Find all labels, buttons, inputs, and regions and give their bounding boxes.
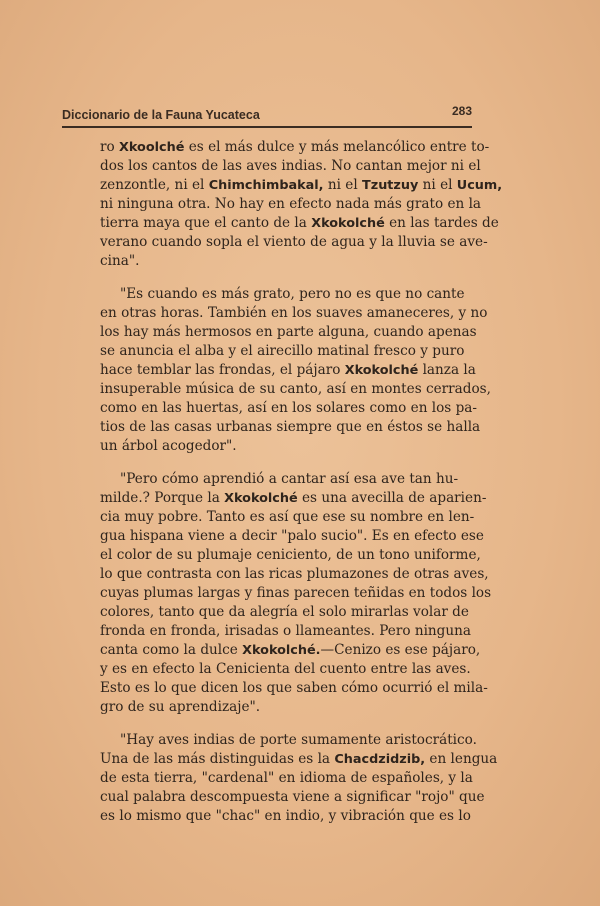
text-line: [100, 622, 472, 641]
text-run: y es en efecto la Cenicienta del cuento entre las aves.: [100, 661, 471, 677]
text-run: dos los cantos de las aves indias. No cantan mejor ni el: [100, 158, 481, 174]
running-title: Diccionario de la Fauna Yucateca: [62, 108, 260, 122]
bird-name: Xkokolché.: [242, 643, 321, 658]
text-line: [100, 285, 472, 304]
text-line: [100, 380, 491, 399]
bird-name: Tzutzuy: [362, 178, 419, 193]
text-run: ni ninguna otra. No hay en efecto nada más grato en la: [100, 196, 482, 212]
text-run: en otras horas. También en los suaves amaneceres, y no: [100, 305, 488, 321]
text-run: tierra maya que el canto de la: [100, 215, 312, 231]
bird-name: Xkokolché: [311, 216, 385, 231]
text-line: [100, 138, 490, 157]
text-run: los hay más hermosos en parte alguna, cuando apenas: [100, 324, 477, 340]
text-run: "Pero cómo aprendió a cantar así esa ave tan hu-: [120, 471, 459, 487]
text-run: cuyas plumas largas y finas parecen teñidas en todos los: [100, 585, 492, 601]
paragraph: [100, 285, 491, 456]
text-line: [100, 603, 472, 622]
text-run: de esta tierra, "cardenal" en idioma de españoles, y la: [100, 770, 473, 786]
text-line: [100, 418, 481, 437]
running-header: [62, 104, 472, 126]
bird-name: Chacdzidzib,: [334, 752, 426, 767]
text-run: cina".: [100, 253, 140, 269]
bird-name: Xkoolché: [119, 140, 185, 155]
bird-name: Chimchimbakal,: [208, 178, 324, 193]
text-run: Esto es lo que dicen los que saben cómo ocurrió el mila-: [100, 680, 488, 696]
text-run: Una de las más distinguidas es la: [100, 751, 335, 767]
text-line: [100, 323, 477, 342]
text-run: el color de su plumaje ceniciento, de un tono uniforme,: [100, 547, 481, 563]
text-run: en lengua: [425, 751, 498, 767]
bird-name: Ucum,: [456, 178, 503, 193]
text-run: gro de su aprendizaje".: [100, 699, 261, 715]
text-line: [100, 527, 484, 546]
text-run: un árbol acogedor".: [100, 438, 237, 454]
text-line: [100, 214, 499, 233]
text-line: [100, 750, 498, 769]
text-line: [100, 176, 503, 195]
text-run: es una avecilla de aparien-: [297, 490, 487, 506]
text-run: insuperable música de su canto, así en montes cerrados,: [100, 381, 491, 397]
text-run: es el más dulce y más melancólico entre to-: [184, 139, 490, 155]
text-run: es lo mismo que "chac" en indio, y vibración que es lo: [100, 808, 471, 824]
text-line: [100, 660, 472, 679]
text-line: [100, 679, 488, 698]
text-run: hace temblar las frondas, el pájaro: [100, 362, 345, 378]
text-line: [100, 769, 472, 788]
text-run: como en las huertas, así en los solares como en los pa-: [100, 400, 477, 416]
text-run: canta como la dulce: [100, 642, 243, 658]
text-run: lo que contrasta con las ricas plumazones de otras aves,: [100, 566, 489, 582]
text-run: verano cuando sopla el viento de agua y la lluvia se ave-: [100, 234, 488, 250]
text-run: fronda en fronda, irisadas o llameantes. Pero ninguna: [100, 623, 471, 639]
text-line: [100, 399, 477, 418]
text-run: lanza la: [418, 362, 476, 378]
text-run: "Hay aves indias de porte sumamente aristocrático.: [120, 732, 477, 748]
text-line: [100, 489, 487, 508]
bird-name: Xkokolché: [344, 363, 419, 378]
text-run: milde.? Porque la: [100, 490, 225, 506]
text-line: [100, 508, 475, 527]
text-line: [100, 233, 488, 252]
text-run: cia muy pobre. Tanto es así que ese su nombre en len-: [100, 509, 475, 525]
body-text: [100, 138, 503, 840]
text-line: [100, 304, 488, 323]
text-line: [100, 641, 481, 660]
text-line: [100, 584, 492, 603]
text-line: [100, 252, 472, 271]
text-line: [100, 342, 472, 361]
text-run: cual palabra descompuesta viene a significar "rojo" que: [100, 789, 485, 805]
paragraph: [100, 138, 503, 271]
text-run: zenzontle, ni el: [100, 177, 209, 193]
text-run: se anuncia el alba y el airecillo matinal fresco y puro: [100, 343, 465, 359]
text-run: colores, tanto que da alegría el solo mirarlas volar de: [100, 604, 469, 620]
header-rule: [62, 126, 472, 128]
text-run: "Es cuando es más grato, pero no es que no cante: [120, 286, 465, 302]
text-run: ni el: [418, 177, 457, 193]
text-run: ro: [100, 139, 120, 155]
text-line: [100, 698, 472, 717]
paragraph: [100, 470, 492, 717]
paragraph: [100, 731, 498, 826]
text-line: [100, 788, 485, 807]
text-line: [100, 195, 482, 214]
text-line: [100, 437, 472, 456]
text-line: [100, 546, 481, 565]
page-number: 283: [451, 104, 472, 118]
text-run: tios de las casas urbanas siempre que en éstos se halla: [100, 419, 481, 435]
text-line: [100, 361, 476, 380]
text-run: gua hispana viene a decir "palo sucio". Es en efecto ese: [100, 528, 484, 544]
text-line: [100, 157, 481, 176]
text-line: [100, 470, 472, 489]
text-line: [100, 565, 489, 584]
text-run: en las tardes de: [384, 215, 499, 231]
text-run: —Cenizo es ese pájaro,: [320, 642, 481, 658]
text-run: ni el: [323, 177, 363, 193]
bird-name: Xkokolché: [224, 491, 298, 506]
text-line: [100, 731, 477, 750]
text-line: [100, 807, 472, 826]
